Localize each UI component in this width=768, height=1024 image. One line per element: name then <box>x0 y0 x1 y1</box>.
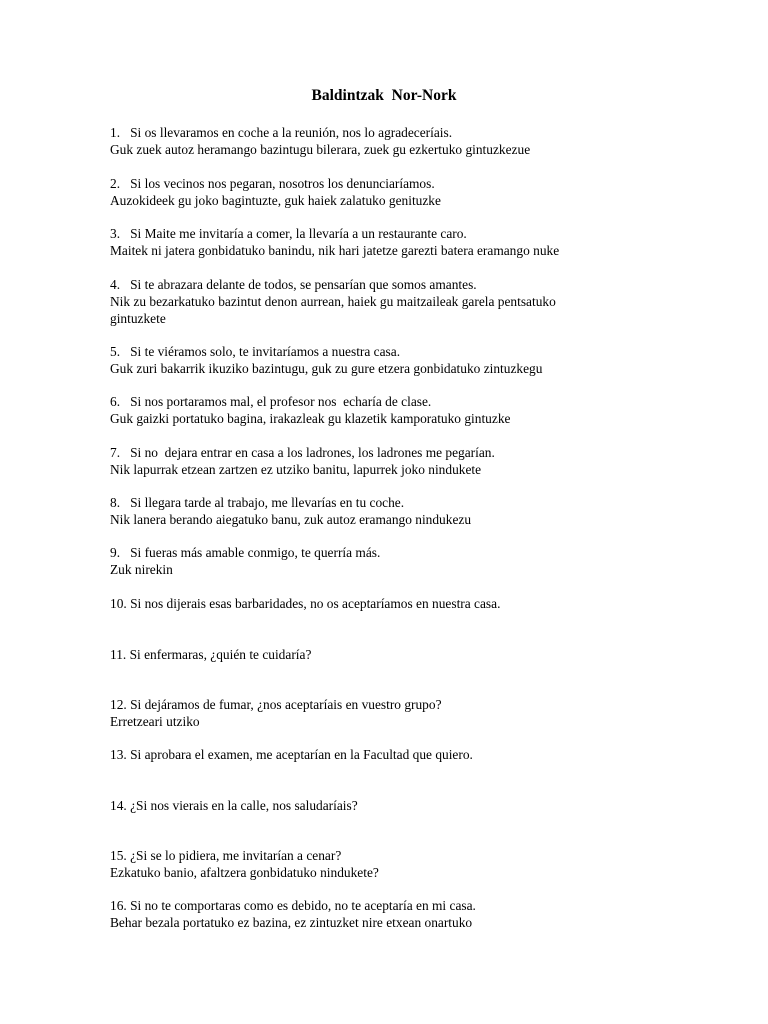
sentence-item-5 <box>110 343 670 377</box>
sentence-item-15 <box>110 847 670 881</box>
spanish-sentence: 5. Si te viéramos solo, te invitaríamos a nuestra casa. <box>110 344 401 359</box>
spanish-sentence: 4. Si te abrazara delante de todos, se pensarían que somos amantes. <box>110 277 477 292</box>
sentence-item-11 <box>110 646 670 663</box>
spanish-sentence: 10. Si nos dijerais esas barbaridades, no os aceptaríamos en nuestra casa. <box>110 596 501 611</box>
sentence-item-3 <box>110 225 670 259</box>
spanish-sentence: 1. Si os llevaramos en coche a la reunión, nos lo agradeceríais. <box>110 125 453 140</box>
spanish-sentence: 6. Si nos portaramos mal, el profesor nos echaría de clase. <box>110 394 432 409</box>
spanish-sentence: 7. Si no dejara entrar en casa a los ladrones, los ladrones me pegarían. <box>110 445 495 460</box>
spanish-sentence: 16. Si no te comportaras como es debido, no te aceptaría en mi casa. <box>110 898 476 913</box>
sentence-item-2 <box>110 175 670 209</box>
sentence-item-7 <box>110 444 670 478</box>
spanish-sentence: 13. Si aprobara el examen, me aceptarían en la Facultad que quiero. <box>110 747 473 762</box>
basque-translation: Behar bezala portatuko ez bazina, ez zintuzket nire etxean onartuko <box>110 915 473 930</box>
sentence-item-10 <box>110 595 670 612</box>
sentence-item-12 <box>110 696 670 730</box>
basque-translation: Zuk nirekin <box>110 562 173 577</box>
basque-translation: Erretzeari utziko <box>110 714 200 729</box>
sentence-item-9 <box>110 544 670 578</box>
spanish-sentence: 8. Si llegara tarde al trabajo, me llevarías en tu coche. <box>110 495 405 510</box>
spanish-sentence: 3. Si Maite me invitaría a comer, la llevaría a un restaurante caro. <box>110 226 467 241</box>
spanish-sentence: 14. ¿Si nos vierais en la calle, nos saludaríais? <box>110 798 358 813</box>
sentence-item-4 <box>110 276 670 327</box>
sentence-item-1 <box>110 124 670 158</box>
sentence-item-14 <box>110 797 670 814</box>
page-title: Baldintzak Nor-Nork <box>311 87 457 104</box>
basque-translation: Guk zuri bakarrik ikuziko bazintugu, guk zu gure etzera gonbidatuko zintuzkegu <box>110 361 543 376</box>
sentence-item-13 <box>110 746 670 763</box>
basque-translation: Ezkatuko banio, afaltzera gonbidatuko nindukete? <box>110 865 379 880</box>
basque-translation: Maitek ni jatera gonbidatuko banindu, nik hari jatetze garezti batera eramango nuke <box>110 243 560 258</box>
spanish-sentence: 15. ¿Si se lo pidiera, me invitarían a cenar? <box>110 848 342 863</box>
basque-translation: Auzokideek gu joko bagintuzte, guk haiek zalatuko genituzke <box>110 193 441 208</box>
basque-translation-continued: gintuzkete <box>110 311 166 326</box>
spanish-sentence: 9. Si fueras más amable conmigo, te querría más. <box>110 545 381 560</box>
spanish-sentence: 2. Si los vecinos nos pegaran, nosotros los denunciaríamos. <box>110 176 435 191</box>
sentence-item-8 <box>110 494 670 528</box>
basque-translation: Guk zuek autoz heramango bazintugu bilerara, zuek gu ezkertuko gintuzkezue <box>110 142 531 157</box>
sentence-item-6 <box>110 393 670 427</box>
basque-translation: Nik lanera berando aiegatuko banu, zuk autoz eramango nindukezu <box>110 512 472 527</box>
spanish-sentence: 12. Si dejáramos de fumar, ¿nos aceptaríais en vuestro grupo? <box>110 697 442 712</box>
basque-translation: Nik lapurrak etzean zartzen ez utziko banitu, lapurrek joko nindukete <box>110 462 482 477</box>
sentence-item-16 <box>110 897 670 931</box>
spanish-sentence: 11. Si enfermaras, ¿quién te cuidaría? <box>110 647 312 662</box>
basque-translation: Guk gaizki portatuko bagina, irakazleak gu klazetik kamporatuko gintuzke <box>110 411 511 426</box>
basque-translation: Nik zu bezarkatuko bazintut denon aurrean, haiek gu maitzaileak garela pentsatuko <box>110 294 556 309</box>
